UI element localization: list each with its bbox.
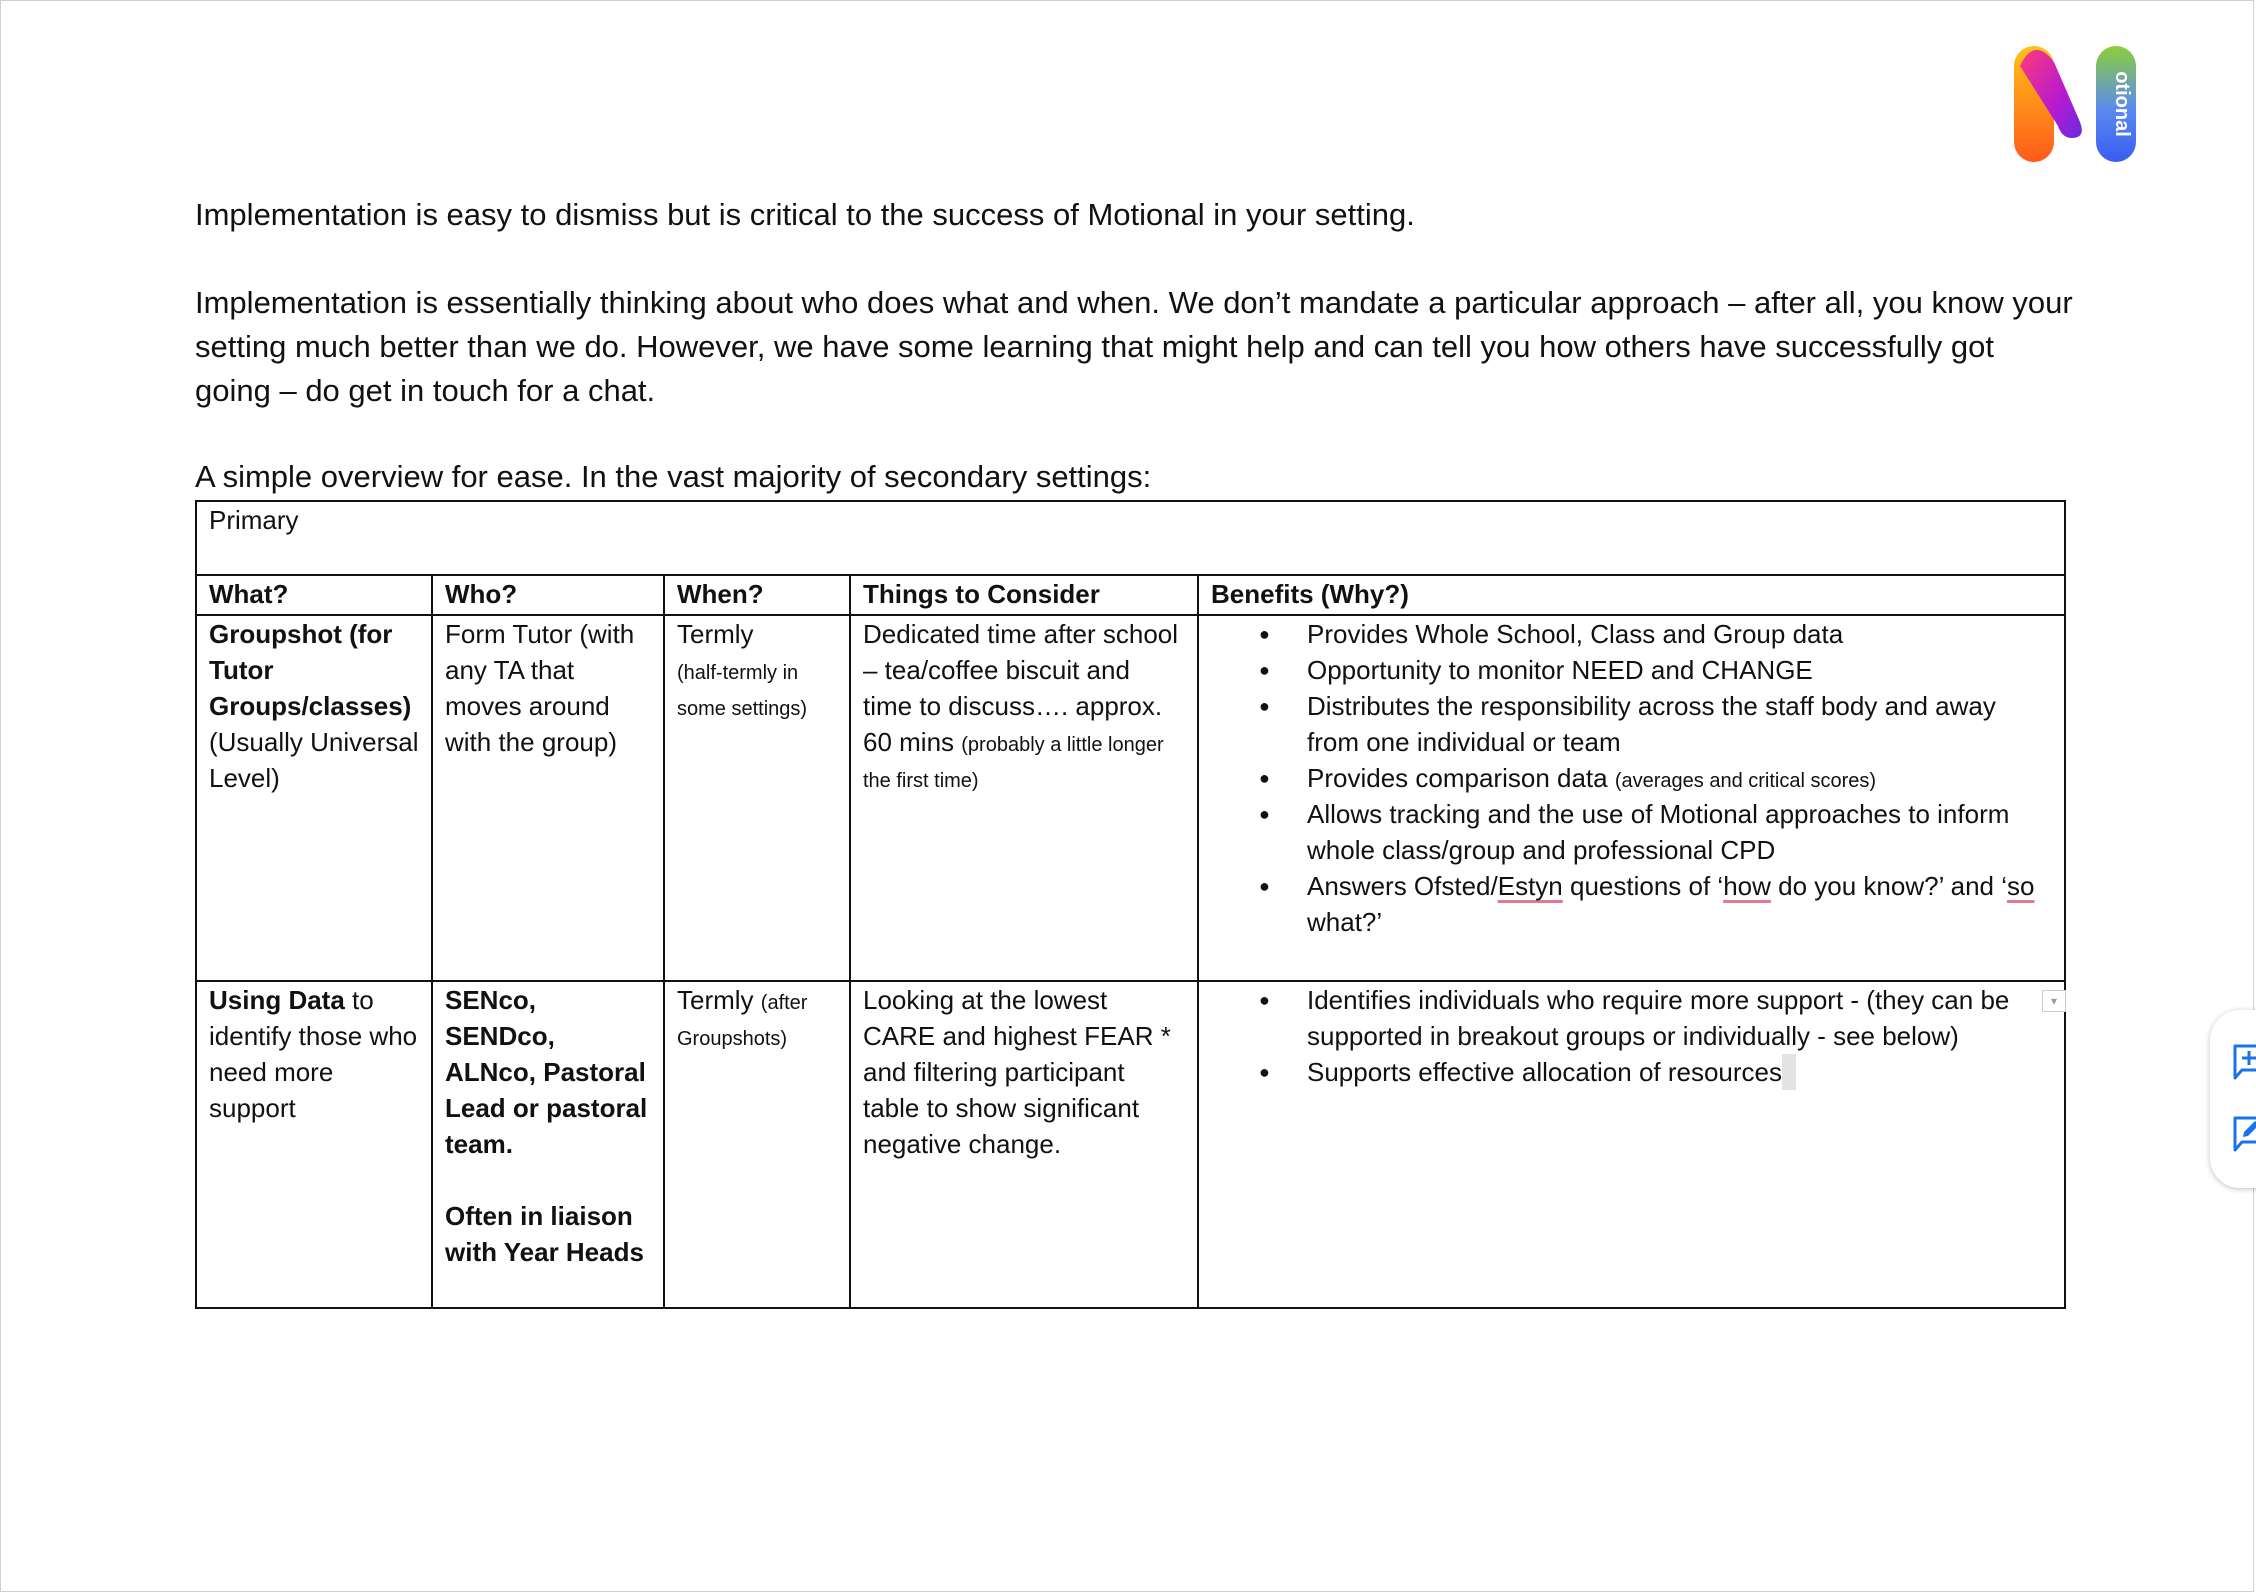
side-action-panel <box>2210 1010 2256 1188</box>
header-when: When? <box>664 575 850 615</box>
intro-paragraph-3: A simple overview for ease. In the vast majority of secondary settings: <box>195 459 1152 494</box>
table-row <box>196 615 2065 980</box>
benefits-list <box>1211 616 2052 940</box>
add-comment-icon[interactable] <box>2232 1042 2256 1082</box>
spellcheck-word[interactable]: how <box>1723 871 1771 902</box>
benefit-note: (averages and critical scores) <box>1614 770 1877 793</box>
intro-paragraph-2: Implementation is essentially thinking about who does what and when. We don’t mandate a particular approach – after all, you know your setting much better than we do. However, we have some learning that might help and can tell you how others have successfully got going – do get in touch for a chat. <box>195 285 2073 408</box>
text-cursor <box>1782 1054 1796 1090</box>
list-item: ● Allows tracking and the use of Motional approaches to inform whole class/group and professional CPD <box>1307 796 2052 868</box>
table-row <box>196 981 2065 1308</box>
when-main: Termly <box>677 619 754 650</box>
spellcheck-word[interactable]: Estyn <box>1497 871 1563 902</box>
when-main: Termly <box>677 984 761 1015</box>
table-header-row <box>196 575 2065 615</box>
what-note: to identify those who need more support <box>209 984 418 1123</box>
list-item <box>1307 1054 2052 1090</box>
when-note: (after Groupshots) <box>677 991 808 1050</box>
who-extra: Often in liaison with Year Heads <box>445 1200 644 1267</box>
svg-text:otional: otional <box>2111 71 2133 137</box>
list-item: ● Provides Whole School, Class and Group data <box>1307 616 2052 652</box>
benefit-text: Answers Ofsted/ <box>1307 871 1498 902</box>
cell-who <box>432 981 664 1308</box>
suggest-edit-icon[interactable] <box>2232 1114 2256 1154</box>
cell-when <box>664 615 850 980</box>
what-title: Groupshot (for Tutor Groups/classes) <box>209 619 412 722</box>
header-who: Who? <box>432 575 664 615</box>
cell-what <box>196 615 432 980</box>
cell-what <box>196 981 432 1308</box>
benefit-text: questions of ‘ <box>1562 871 1724 902</box>
consider-note: (probably a little longer the first time) <box>863 734 1164 793</box>
clipped-text-marker-icon[interactable]: ▾ <box>2042 990 2066 1012</box>
header-what: What? <box>196 575 432 615</box>
cell-consider: Looking at the lowest CARE and highest FEAR * and filtering participant table to show significant negative change. <box>850 981 1198 1308</box>
consider-main: Dedicated time after school – tea/coffee biscuit and time to discuss…. approx. 60 mins <box>863 619 1179 758</box>
cell-benefits <box>1198 981 2065 1308</box>
list-item: ● Opportunity to monitor NEED and CHANGE <box>1307 652 2052 688</box>
spellcheck-word[interactable]: so <box>2007 871 2035 902</box>
intro-paragraph-1: Implementation is easy to dismiss but is critical to the success of Motional in your setting. <box>195 197 1415 232</box>
benefit-text: Supports effective allocation of resources <box>1307 1056 1783 1087</box>
benefit-text: what?’ <box>1307 907 1383 938</box>
when-note: (half-termly in some settings) <box>677 662 808 721</box>
cell-when <box>664 981 850 1308</box>
list-item <box>1307 868 2052 940</box>
what-title: Using Data <box>209 984 345 1015</box>
implementation-table <box>195 500 2066 1309</box>
list-item <box>1307 760 2052 796</box>
list-item: ● Distributes the responsibility across the staff body and away from one individual or team <box>1307 688 2052 760</box>
who-main: SENco, SENDco, ALNco, Pastoral Lead or pastoral team. <box>445 984 648 1159</box>
cell-who: Form Tutor (with any TA that moves around with the group) <box>432 615 664 980</box>
what-note: (Usually Universal Level) <box>209 727 419 794</box>
table-title: Primary <box>196 501 2065 575</box>
cell-consider <box>850 615 1198 980</box>
benefit-text: do you know?’ and ‘ <box>1770 871 2007 902</box>
benefits-list <box>1211 982 2052 1090</box>
table-title-row <box>196 501 2065 575</box>
header-benefits: Benefits (Why?) <box>1198 575 2065 615</box>
benefit-text: Provides comparison data <box>1307 763 1615 794</box>
cell-benefits <box>1198 615 2065 980</box>
motional-logo <box>2010 42 2140 166</box>
list-item: ● Identifies individuals who require more support - (they can be supported in breakout groups or individually - see below) <box>1307 982 2052 1054</box>
header-things-to-consider: Things to Consider <box>850 575 1198 615</box>
